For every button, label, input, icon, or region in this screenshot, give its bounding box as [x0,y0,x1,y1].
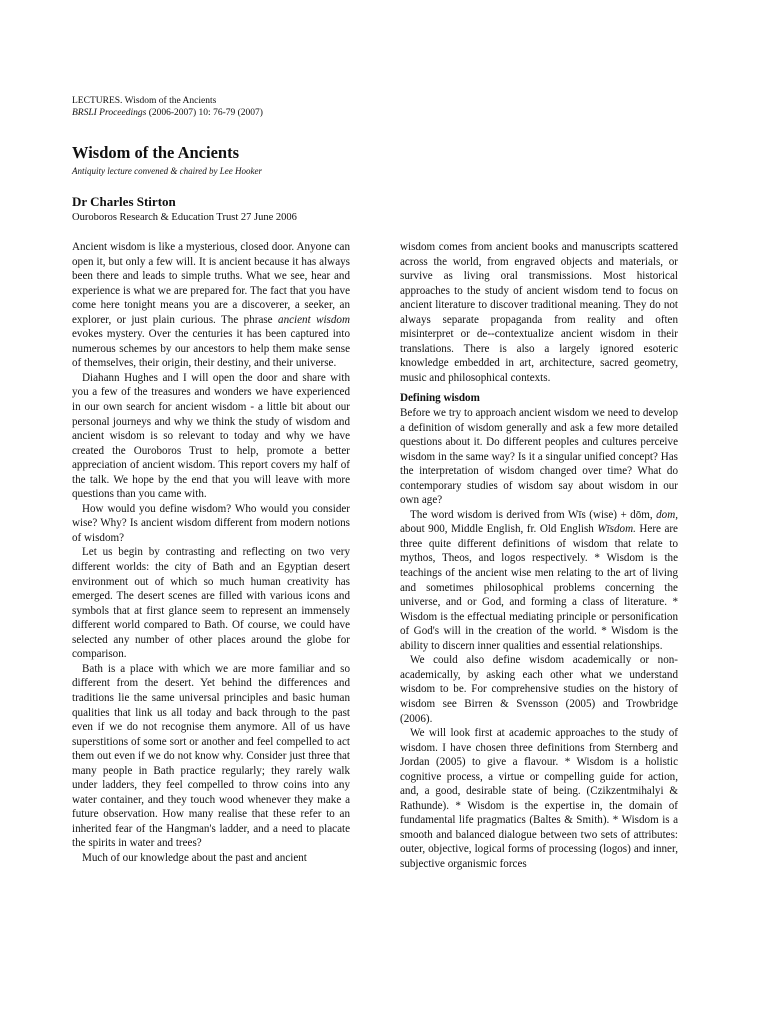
article-title: Wisdom of the Ancients [72,143,239,162]
paragraph: Much of our knowledge about the past and ancient [82,851,307,864]
paragraph: We will look first at academic approaches to the study of wisdom. I have chosen three definitions from Sternberg and Jordan (2005) to give a flavour. * Wisdom is a holistic cognitive process, a virtue or compelling guide for action, and, a good, desirable state of being. (Czikzentmihalyi & Rathunde). * Wisdom is the expertise in, the domain of fundamental life pragmatics (Baltes & Smith). * Wisdom is a smooth and balanced dialogue between two sets of attributes: outer, objective, logical forms of processing (logos) and inner, subjective organismic forces [400,727,678,870]
paragraph-text: Ancient wisdom is like a mysterious, closed door. Anyone can open it, but only a few will. It is ancient because it has always been there and leads to simple truths. What we see, hear and experience is what we are prepared for. The fact that you have come here tonight means you are a discoverer, a seeker, an explorer, or just plain curious. The phrase [72,241,350,326]
paragraph: Before we try to approach ancient wisdom we need to develop a definition of wisdom generally and ask a few more detailed questions about it. Do different peoples and cultures perceive wisdom in the same way? Is it a singular unified concept? Has the interpretation of wisdom changed over time? What do contemporary studies of wisdom say about wisdom in our own age? [400,407,678,507]
italic-phrase: Wīsdom. [597,523,636,536]
paragraph: wisdom comes from ancient books and manuscripts scattered across the world, from engraved objects and materials, or survive as living oral transmissions. Most historical approaches to the study of ancient wisdom tend to focus on ancient literature to discover traditional meaning. They do not always separate propaganda from reality and often misinterpret or de--contextualize ancient wisdom in their translations. There is also a largely ignored esoteric knowledge embedded in art, architecture, sacred geometry, music and philosophical contexts. [400,241,678,384]
author-affiliation: Ouroboros Research & Education Trust 27 June 2006 [72,212,297,223]
author-name: Dr Charles Stirton [72,194,176,209]
paragraph-text: Here are three quite different definitions of wisdom that relate to mythos, Theos, and logos respectively. * Wisdom is the teachings of the ancient wise men relating to the art of living and sometimes philosophical problems concerning the universe, and or God, and forming a class of literature. * Wisdom is the effectual mediating principle or personification of God's will in the creation of the world. * Wisdom is the ability to discern inner qualities and essential relationships. [400,523,678,652]
paragraph: Let us begin by contrasting and reflecting on two very different worlds: the city of Bath and an Egyptian desert environment out of which so much human creativity has emerged. The desert scenes are filled with various icons and symbols that at first glance seem to represent an immensely different world compared to Bath. Of course, we could have selected any number of other places around the globe for comparison. [72,546,350,661]
paragraph [400,508,678,653]
paragraph: How would you define wisdom? Who would you consider wise? Why? Is ancient wisdom different from modern notions of wisdom? [72,502,350,544]
right-column [400,240,678,872]
paragraph: Bath is a place with which we are more familiar and so different from the desert. Yet behind the differences and traditions lie the same universal principles and basic human qualities that link us all today and back through to the past even if we do not recognise them anymore. All of us have superstitions of some sort or another and feel compelled to act them out even if we do not know why. Consider just three that many people in Bath practice regularly; they rarely walk under ladders, they feel compelled to throw coins into any water container, and they touch wood whenever they make a future observation. How many realise that these refer to an inherited fear of the Hangman's ladder, and a need to placate the spirits in water and trees? [72,662,350,850]
left-column [72,240,350,866]
italic-phrase: dom, [656,508,678,521]
journal-name: BRSLI Proceedings [72,108,147,118]
citation-details: (2006-2007) 10: 76-79 (2007) [146,108,263,118]
paragraph [72,240,350,371]
header-line: LECTURES. Wisdom of the Ancients [72,96,217,106]
paragraph-text: The word wisdom is derived from Wīs (wise) + dōm, [410,508,657,521]
section-heading: Defining wisdom [400,392,480,405]
citation-line [72,107,263,119]
paragraph: We could also define wisdom academically or non-academically, by asking each other what we understand wisdom to be. For comprehensive studies on the history of wisdom see Birren & Svensson (2005) and Trowbridge (2006). [400,654,678,725]
paragraph-text: evokes mystery. Over the centuries it has been captured into numerous schemes by our ancestors to help them make sense of themselves, their origin, their destiny, and their universe. [72,328,350,370]
article-subtitle: Antiquity lecture convened & chaired by Lee Hooker [72,166,263,176]
paragraph: Diahann Hughes and I will open the door and share with you a few of the treasures and wonders we have experienced in our own search for ancient wisdom - a little bit about our personal journeys and why we think the study of wisdom and ancient wisdom is so relevant to today and why we have created the Ouroboros Trust to help, promote a better appreciation of ancient wisdom. This report covers my half of the talk. We hope by the end that you will leave with more questions than you came with. [72,371,350,501]
paragraph-text: about 900, Middle English, fr. Old English [400,523,598,536]
italic-phrase: ancient wisdom [278,313,350,326]
running-header [72,95,263,119]
